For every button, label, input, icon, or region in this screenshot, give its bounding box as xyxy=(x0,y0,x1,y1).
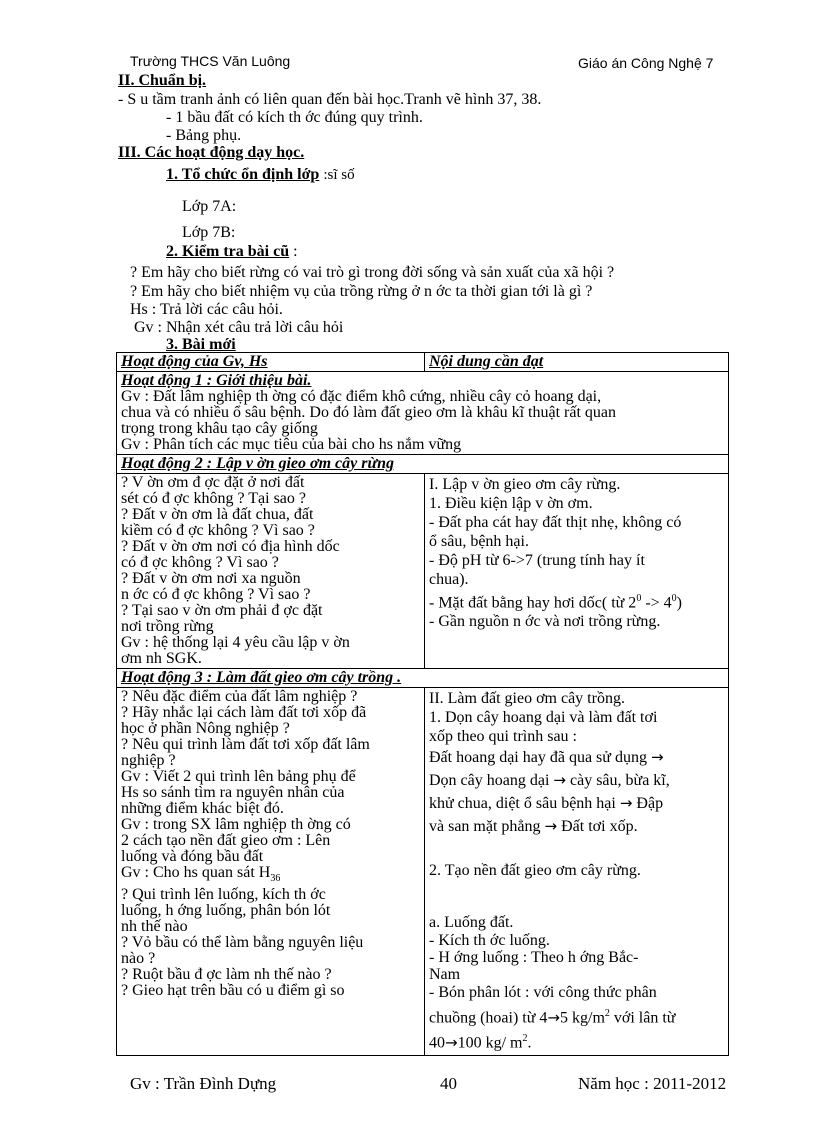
activity-3-question: nh thế nào xyxy=(121,919,188,936)
slope-end: ) xyxy=(676,594,682,612)
activity-1-title: Hoạt động 1 : Giới thiệu bài. xyxy=(121,373,312,389)
review-answer: Hs : Trả lời các câu hỏi. xyxy=(130,301,283,318)
slope-sup: 0 xyxy=(671,593,677,604)
table-header-row xyxy=(117,353,729,372)
figure-ref: Gv : Cho hs quan sát H xyxy=(121,865,271,881)
activity-2-row xyxy=(117,474,729,669)
activity-2-content: 1. Điều kiện lập v ờn ơm. xyxy=(429,495,593,512)
activity-2-slope xyxy=(429,589,724,612)
activity-2-question: ? Đất v ờn ơm nơi có địa hình dốc xyxy=(121,539,340,555)
activity-3-content: II. Làm đất gieo ơm cây trồng. xyxy=(429,690,625,707)
activity-3-question: ? Hãy nhắc lại cách làm đất tơi xốp đã xyxy=(121,705,367,721)
activity-2-question: ơm nh SGK. xyxy=(121,651,202,667)
flow-line xyxy=(429,792,724,815)
section-2-suffix: : xyxy=(293,243,298,260)
flow-line xyxy=(429,769,724,792)
activity-2-right xyxy=(425,474,729,669)
bed-item: - Kích th ớc luống. xyxy=(429,932,550,949)
flow-step: và san mặt phẳng xyxy=(429,818,541,835)
fertilizer-sup: 2 xyxy=(604,1008,610,1019)
fertilizer-text: 100 kg/ m xyxy=(457,1034,523,1052)
prep-item: - Bảng phụ. xyxy=(166,127,242,144)
bed-item: - Bón phân lót : với công thức phân xyxy=(429,984,657,1001)
activity-1-row xyxy=(117,372,729,455)
flow-step: cày sâu, bừa kĩ, xyxy=(569,772,670,789)
activity-2-question: sét có đ ợc không ? Tại sao ? xyxy=(121,491,306,507)
activity-3-question: nào ? xyxy=(121,951,156,968)
prep-item: - 1 bầu đất có kích th ớc đúng quy trình. xyxy=(166,109,423,126)
arrow-right-icon: → xyxy=(544,817,558,835)
section-1-title xyxy=(166,167,355,183)
activity-3-question: nghiệp ? xyxy=(121,753,176,769)
flow-step: Đất hoang dại hay đã qua sử dụng xyxy=(429,749,647,766)
school-name: Trường THCS Văn Luông xyxy=(130,53,291,69)
flow-step: Đất tơi xốp. xyxy=(561,818,638,835)
activity-2-question: ? V ờn ơm đ ợc đặt ở nơi đất xyxy=(121,475,305,491)
section-3-title: 3. Bài mới xyxy=(166,336,236,353)
slope-mid: -> 4 xyxy=(641,594,672,612)
flow-step: Dọn cây hoang dại xyxy=(429,772,550,789)
activity-2-question: ? Đất v ờn ơm là đất chua, đất xyxy=(121,507,314,523)
activity-1-line: trọng trong khâu tạo cây giống xyxy=(121,421,318,437)
activity-2-content: - Gần nguồn n ớc và nơi trồng rừng. xyxy=(429,613,661,631)
lesson-table xyxy=(116,352,729,1056)
arrow-right-icon: → xyxy=(553,771,566,789)
activity-3-content: 1. Dọn cây hoang dại và làm đất tơi xyxy=(429,709,658,726)
activity-1-line: Gv : Đất lâm nghiệp th ờng có đặc điểm khô cứng, nhiều cây cỏ hoang dại, xyxy=(121,389,602,405)
fertilizer-text: với lân từ xyxy=(609,1009,676,1027)
bed-item: Nam xyxy=(429,966,461,983)
activity-2-content: - Đất pha cát hay đất thịt nhẹ, không có xyxy=(429,514,682,531)
activity-2-question: nơi trồng rừng xyxy=(121,619,214,635)
activity-3-question: ? Ruột bầu đ ợc làm nh thế nào ? xyxy=(121,967,332,984)
activity-2-title-row xyxy=(117,455,729,474)
fertilizer-line xyxy=(429,1002,724,1029)
activity-2-content: ổ sâu, bệnh hại. xyxy=(429,533,529,550)
flow-step: Đập xyxy=(636,795,664,812)
activity-3-question: ? Gieo hạt trên bầu có u điểm gì so xyxy=(121,983,345,1000)
activity-2-question: Gv : hệ thống lại 4 yêu cầu lập v ờn xyxy=(121,635,350,651)
activity-3-question: học ở phần Nông nghiệp ? xyxy=(121,721,290,737)
fertilizer-text: 5 kg/m xyxy=(560,1009,605,1027)
review-question: ? Em hãy cho biết rừng có vai trò gì trong đời sống và sản xuất của xã hội ? xyxy=(130,264,615,281)
review-comment: Gv : Nhận xét câu trả lời câu hỏi xyxy=(134,319,344,336)
col-header-right: Nội dung cần đạt xyxy=(425,353,729,372)
activity-3-question: ? Vỏ bầu có thể làm bằng nguyên liệu xyxy=(121,935,364,952)
col-header-left: Hoạt động của Gv, Hs xyxy=(117,353,425,372)
section-1-suffix: :sĩ số xyxy=(323,167,355,183)
fertilizer-line xyxy=(429,1029,724,1053)
fertilizer-sup: 2 xyxy=(522,1033,528,1045)
fertilizer-text: 40 xyxy=(429,1034,445,1052)
activity-2-question: ? Đất v ờn ơm nơi xa nguồn xyxy=(121,571,301,587)
activity-3-question xyxy=(121,865,420,887)
activity-2-question: có đ ợc không ? Vì sao ? xyxy=(121,555,279,571)
fertilizer-text: . xyxy=(527,1034,532,1052)
activity-3-question: luống, h ớng luống, phân bón lót xyxy=(121,903,331,920)
activity-3-question: ? Nêu đặc điểm của đất lâm nghiệp ? xyxy=(121,689,358,705)
class-7a: Lớp 7A: xyxy=(182,198,237,215)
activity-2-question: kiềm có đ ợc không ? Vì sao ? xyxy=(121,523,315,539)
activity-1-cell xyxy=(117,372,729,455)
class-7b: Lớp 7B: xyxy=(182,224,236,241)
footer-teacher: Gv : Trần Đình Dựng xyxy=(130,1074,277,1093)
activity-3-question: những điểm khác biệt đó. xyxy=(121,801,284,817)
activity-2-question: n ớc có đ ợc không ? Vì sao ? xyxy=(121,587,311,603)
activity-3-question: Gv : trong SX lâm nghiệp th ờng có xyxy=(121,817,351,833)
page-number: 40 xyxy=(440,1074,457,1093)
activity-3-question: 2 cách tạo nền đất gieo ơm : Lên xyxy=(121,833,331,849)
activity-3-title-row xyxy=(117,669,729,688)
arrow-right-icon: → xyxy=(650,748,664,766)
activity-3-question: ? Nêu qui trình làm đất tơi xốp đất lâm xyxy=(121,737,370,753)
bed-item: - H ớng luống : Theo h ớng Bắc- xyxy=(429,949,639,966)
section-2-title xyxy=(166,244,298,260)
section-2-label: 2. Kiểm tra bài cũ xyxy=(166,243,290,260)
section-1-label: 1. Tổ chức ổn định lớp xyxy=(166,166,320,183)
activity-2-content: chua). xyxy=(429,571,469,588)
flow-line xyxy=(429,746,724,769)
fertilizer-text: chuồng (hoai) từ 4 xyxy=(429,1009,548,1027)
slope-text: - Mặt đất bằng hay hơi dốc( từ 2 xyxy=(429,594,637,612)
review-question: ? Em hãy cho biết nhiệm vụ của trồng rừng ở n ớc ta thời gian tới là gì ? xyxy=(130,283,593,300)
slope-sup: 0 xyxy=(636,593,642,604)
subject-title: Giáo án Công Nghệ 7 xyxy=(578,55,714,71)
activity-3-question: Hs so sánh tìm ra nguyên nhân của xyxy=(121,785,345,801)
arrow-right-icon: → xyxy=(547,1008,560,1027)
footer-school-year: Năm học : 2011-2012 xyxy=(578,1074,727,1093)
activity-3-row xyxy=(117,688,729,1056)
arrow-right-icon: → xyxy=(619,794,633,812)
activity-2-title: Hoạt động 2 : Lập v ờn gieo ơm cây rừng xyxy=(117,455,729,474)
activity-2-content: I. Lập v ờn gieo ơm cây rừng. xyxy=(429,476,621,493)
activity-3-question: Gv : Viết 2 qui trình lên bảng phụ để xyxy=(121,769,356,785)
activity-3-left xyxy=(117,688,425,1056)
activity-3-question: luống và đóng bầu đất xyxy=(121,849,264,865)
activity-3-title: Hoạt động 3 : Làm đất gieo ơm cây trồng . xyxy=(117,669,729,688)
flow-line xyxy=(429,815,724,838)
activity-3-content: xốp theo qui trình sau : xyxy=(429,728,577,745)
activity-2-question: ? Tại sao v ờn ơm phải đ ợc đặt xyxy=(121,603,323,619)
activity-1-line: Gv : Phân tích các mục tiêu của bài cho hs nắm vững xyxy=(121,437,462,453)
activity-2-content: - Độ pH từ 6->7 (trung tính hay ít xyxy=(429,552,645,569)
flow-step: khử chua, diệt ổ sâu bệnh hại xyxy=(429,795,616,812)
activity-3-right xyxy=(425,688,729,1056)
activity-1-line: chua và có nhiều ổ sâu bệnh. Do đó làm đất gieo ơm là khâu kĩ thuật rất quan xyxy=(121,405,616,421)
activity-3-question: ? Qui trình lên luống, kích th ớc xyxy=(121,887,326,904)
subsection-2-heading: 2. Tạo nền đất gieo ơm cây rừng. xyxy=(429,862,641,879)
prep-item: - S u tầm tranh ảnh có liên quan đến bài học.Tranh vẽ hình 37, 38. xyxy=(118,91,542,108)
arrow-right-icon: → xyxy=(445,1033,458,1052)
figure-ref-sub: 36 xyxy=(270,873,281,885)
bed-heading: a. Luống đất. xyxy=(429,914,514,931)
prep-heading: II. Chuẩn bị. xyxy=(118,72,207,89)
activity-2-left xyxy=(117,474,425,669)
activities-heading: III. Các hoạt động dạy học. xyxy=(118,144,305,161)
